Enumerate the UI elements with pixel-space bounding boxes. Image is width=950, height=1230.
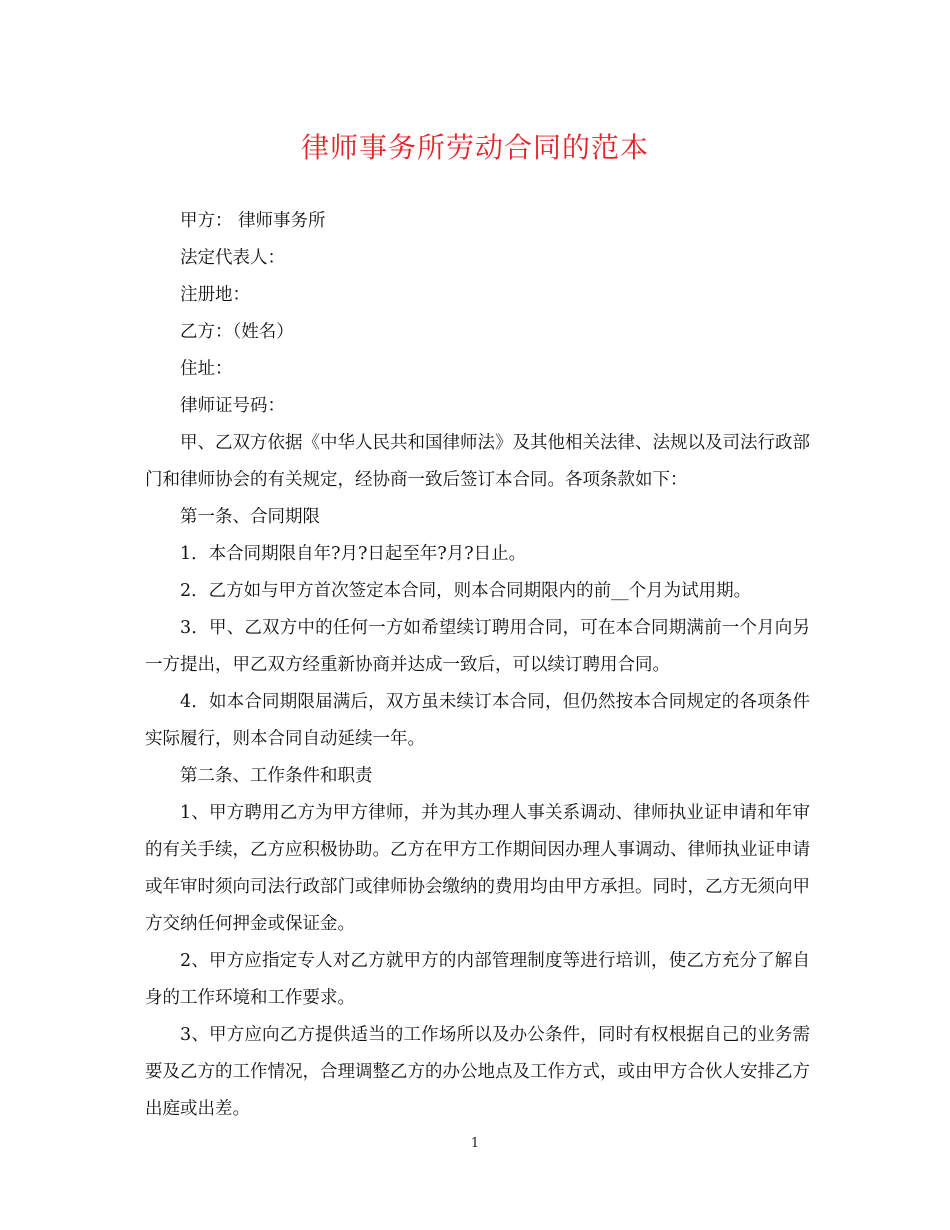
document-title: 律师事务所劳动合同的范本 [300,131,649,164]
lawyer-license-line: 律师证号码： [180,396,285,416]
clause-1-4: 4．如本合同期限届满后，双方虽未续订本合同，但仍然按本合同规定的各项条件实际履行，则本合同自动延续一年。 [145,692,810,749]
clause-2-3: 3、甲方应向乙方提供适当的工作场所以及办公条件，同时有权根据自己的业务需要及乙方的工作情况，合理调整乙方的办公地点及工作方式，或由甲方合伙人安排乙方出庭或出差。 [145,1025,810,1119]
clause-1-2: 2．乙方如与甲方首次签定本合同，则本合同期限内的前__个月为试用期。 [180,581,752,601]
party-b-line: 乙方：（姓名） [180,322,294,342]
page-number: 1 [470,1136,480,1151]
clause-2-1: 1、甲方聘用乙方为甲方律师，并为其办理人事关系调动、律师执业证申请和年审的有关手续，乙方应积极协助。乙方在甲方工作期间因办理人事调动、律师执业证申请或年审时须向司法行政部门或律师协会缴纳的费用均由甲方承担。同时，乙方无须向甲方交纳任何押金或保证金。 [145,803,810,934]
clause-2-2: 2、甲方应指定专人对乙方就甲方的内部管理制度等进行培训，使乙方充分了解自身的工作环境和工作要求。 [145,951,810,1008]
registered-address-line: 注册地： [180,285,250,305]
article-2-heading: 第二条、工作条件和职责 [180,766,373,786]
clause-1-3: 3．甲、乙双方中的任何一方如希望续订聘用合同，可在本合同期满前一个月向另一方提出，甲乙双方经重新协商并达成一致后，可以续订聘用合同。 [145,618,810,675]
party-a-line: 甲方： 律师事务所 [180,211,326,231]
legal-representative-line: 法定代表人： [180,248,285,268]
address-line: 住址： [180,359,233,379]
document-body [145,203,810,1128]
preamble-paragraph: 甲、乙双方依据《中华人民共和国律师法》及其他相关法律、法规以及司法行政部门和律师协会的有关规定，经协商一致后签订本合同。各项条款如下： [145,433,810,490]
article-1-heading: 第一条、合同期限 [180,507,320,527]
clause-1-1: 1．本合同期限自年?月?日起至年?月?日止。 [180,544,527,564]
